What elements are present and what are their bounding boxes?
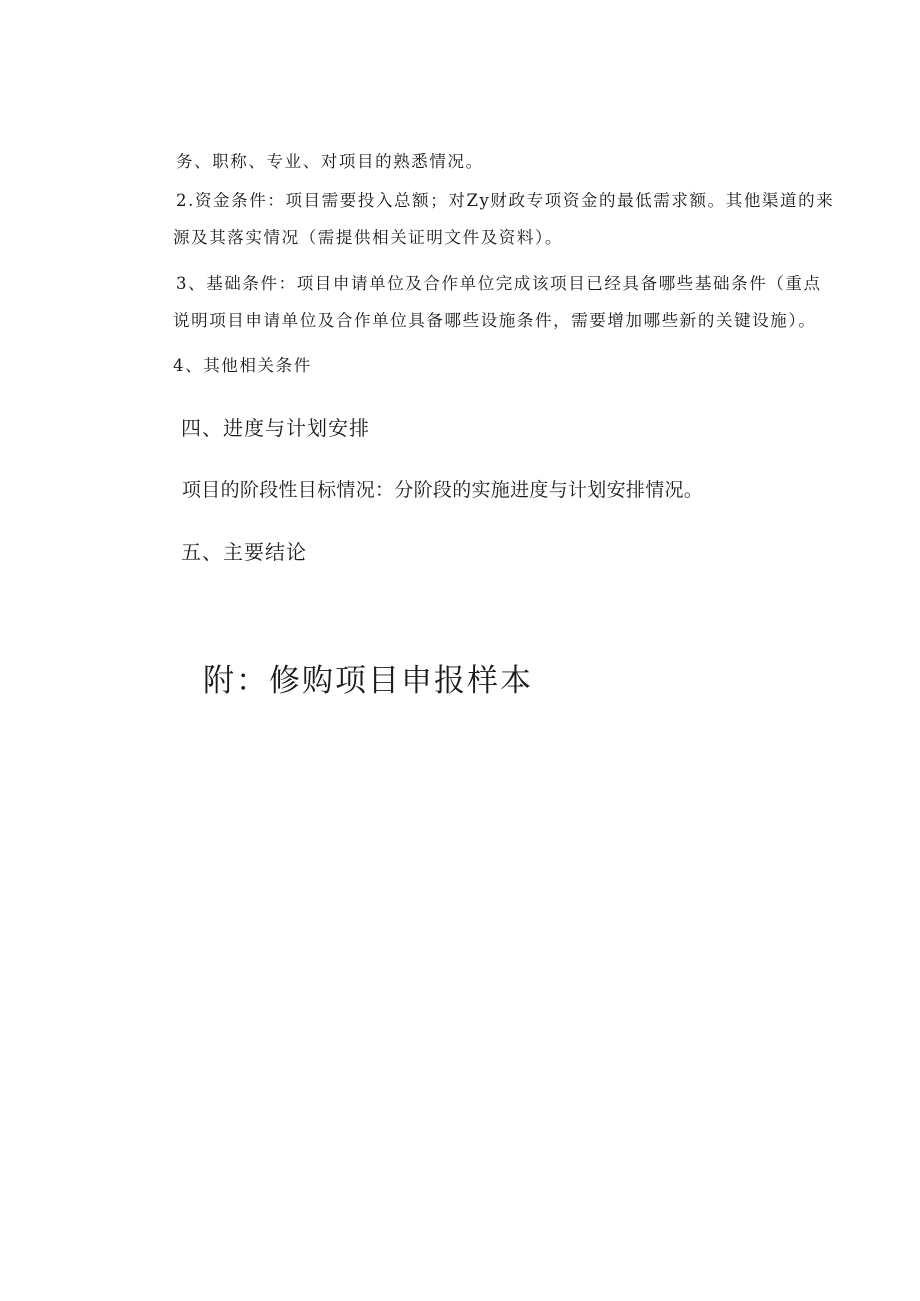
section-title-schedule: 四、进度与计划安排: [181, 416, 370, 440]
text-line-funding-condition: 2.资金条件：项目需要投入总额；对Zy财政专项资金的最低需求额。其他渠道的来: [176, 191, 835, 210]
appendix-title: 附：修购项目申报样本: [203, 663, 533, 699]
text-line-staff-info: 务、职称、专业、对项目的熟悉情况。: [176, 152, 484, 171]
paragraph-schedule-goals: 项目的阶段性目标情况：分阶段的实施进度与计划安排情况。: [182, 479, 704, 501]
text-line-other-condition: 4、其他相关条件: [173, 356, 312, 375]
text-line-facility-condition: 说明项目申请单位及合作单位具备哪些设施条件，需要增加哪些新的关键设施）。: [173, 311, 817, 330]
text-line-funding-source: 源及其落实情况（需提供相关证明文件及资料）。: [173, 228, 563, 247]
text-line-basic-condition: 3、基础条件：项目申请单位及合作单位完成该项目已经具备哪些基础条件（重点: [176, 274, 822, 293]
section-title-conclusion: 五、主要结论: [181, 540, 307, 564]
